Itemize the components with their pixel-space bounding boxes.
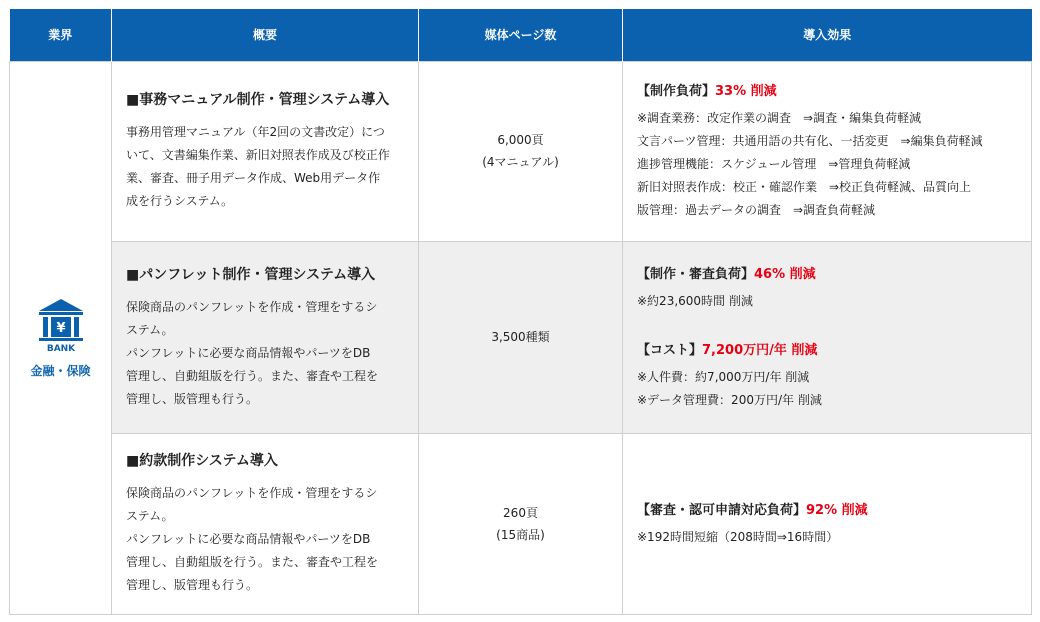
effect-heading: 【制作負荷】33% 削減 xyxy=(637,84,777,99)
summary-cell xyxy=(112,433,419,614)
summary-cell xyxy=(112,61,419,241)
effect-heading: 【審査・認可申請対応負荷】92% 削減 xyxy=(637,502,868,518)
summary-title: ■パンフレット制作・管理システム導入 xyxy=(126,266,376,283)
effect-note: ※人件費：約7,000万円/年 削減 xyxy=(637,369,810,384)
case-study-table xyxy=(9,9,1032,615)
effect-note: ※192時間短縮（208時間⇒16時間） xyxy=(637,529,839,544)
effect-heading: 【コスト】7,200万円/年 削減 xyxy=(637,342,818,358)
pages-value: 3,500種類 xyxy=(491,330,550,344)
effect-value: 46% 削減 xyxy=(754,266,816,282)
pages-note: (4マニュアル) xyxy=(482,155,559,169)
bank-icon-text: BANK xyxy=(46,343,75,353)
pages-cell xyxy=(419,433,623,614)
effect-cell xyxy=(623,61,1032,241)
pages-cell xyxy=(419,61,623,241)
effect-value: 33% 削減 xyxy=(715,84,777,99)
pages-cell xyxy=(419,241,623,433)
svg-text:¥: ¥ xyxy=(55,320,66,336)
summary-body: 保険商品のパンフレットを作成・管理をするシ ステム。 パンフレットに必要な商品情報やパーツをDB 管理し、自動組版を行う。また、審査や工程を 管理し、版管理も行う。 xyxy=(126,486,379,592)
effect-note: 版管理：過去データの調査 ⇒調査負荷軽減 xyxy=(637,203,876,217)
pages-value: 6,000頁 xyxy=(497,133,544,147)
pages-note: (15商品) xyxy=(496,527,545,542)
industry-cell xyxy=(10,61,112,614)
summary-title: ■約款制作システム導入 xyxy=(126,453,278,469)
effect-note: 進捗管理機能：スケジュール管理 ⇒管理負荷軽減 xyxy=(637,157,911,171)
bank-icon xyxy=(35,297,87,353)
effect-note: 文言パーツ管理：共通用語の共有化、一括変更 ⇒編集負荷軽減 xyxy=(637,134,983,148)
industry-label: 金融・保険 xyxy=(30,363,91,378)
summary-body: 事務用管理マニュアル（年2回の文書改定）につ いて、文書編集作業、新旧対照表作成及び校正作 業、審査、冊子用データ作成、Web用データ作 成を行うシステム。 xyxy=(126,125,390,208)
effect-note: ※約23,600時間 削減 xyxy=(637,293,753,308)
summary-title: ■事務マニュアル制作・管理システム導入 xyxy=(126,92,390,108)
effect-value: 92% 削減 xyxy=(806,502,868,518)
effect-note: ※調査業務：改定作業の調査 ⇒調査・編集負荷軽減 xyxy=(637,111,922,125)
header-effect: 導入効果 xyxy=(623,9,1032,61)
header-summary: 概要 xyxy=(112,9,419,61)
header-pages: 媒体ページ数 xyxy=(419,9,623,61)
summary-cell xyxy=(112,241,419,433)
effect-cell xyxy=(623,433,1032,614)
effect-heading: 【制作・審査負荷】46% 削減 xyxy=(637,266,816,282)
table-row xyxy=(10,61,1032,241)
effect-note: 新旧対照表作成：校正・確認作業 ⇒校正負荷軽減、品質向上 xyxy=(637,180,972,194)
effect-cell xyxy=(623,241,1032,433)
effect-note: ※データ管理費：200万円/年 削減 xyxy=(637,392,822,407)
pages-value: 260頁 xyxy=(503,505,538,520)
summary-body: 保険商品のパンフレットを作成・管理をするシ ステム。 パンフレットに必要な商品情報やパーツをDB 管理し、自動組版を行う。また、審査や工程を 管理し、版管理も行う。 xyxy=(126,299,379,406)
header-industry: 業界 xyxy=(10,9,112,61)
header-row xyxy=(10,9,1032,61)
table-row xyxy=(10,241,1032,433)
effect-value: 7,200万円/年 削減 xyxy=(702,342,818,358)
table-row xyxy=(10,433,1032,614)
